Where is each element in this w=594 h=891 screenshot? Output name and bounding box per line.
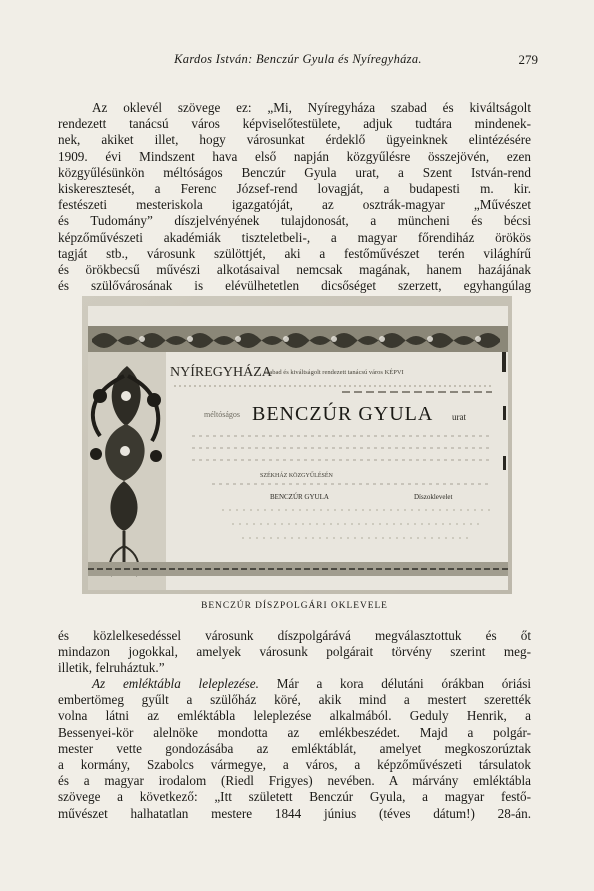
paragraph-diploma-text xyxy=(58,100,531,294)
text-line: és örökbecsű művészi alkotásaival nemcsak magának, hanem hazájának xyxy=(58,261,531,277)
text-fragment: Már a kora délutáni órákban óriási xyxy=(276,676,531,691)
diploma-line-recipient: BENCZÚR GYULA xyxy=(270,493,329,501)
section-heading: Az emléktábla leleplezése. xyxy=(92,676,259,691)
running-title: Kardos István: Benczúr Gyula és Nyíregyháza. xyxy=(174,52,422,66)
text-line: művészet halhatatlan mestere 1844 június (téves dátum!) 28-án. xyxy=(58,805,531,821)
diploma-line-urat: urat xyxy=(452,412,466,422)
text-line: festészeti mesteriskola igazgatóját, az osztrák-magyar „Művészet xyxy=(58,197,531,213)
diploma-line-assembly: SZÉKHÁZ KÖZGYŰLÉSÉN xyxy=(260,473,333,479)
text-line: tagját stb., városunk szülöttjét, aki a festőművészet terén világhírű xyxy=(58,245,531,261)
text-line: 1909. évi Mindszent hava első napján közgyűlésre összejövén, ezen xyxy=(58,148,531,164)
diploma-line-name: BENCZÚR GYULA xyxy=(252,403,434,425)
text-line: embertömeg gyűlt a szülőház köré, akik mind a mestert szerették xyxy=(58,692,531,708)
text-line xyxy=(58,676,531,692)
text-line: nek, akiket illet, hogy városunkat érdeklő ügyeinknek elintézésére xyxy=(58,132,531,148)
text-line: és közlelkesedéssel városunk díszpolgárává megválasztottuk és őt xyxy=(58,628,531,643)
text-line: és a magyar irodalom (Riedl Frigyes) nevében. A márvány emléktábla xyxy=(58,773,531,789)
figure-caption: BENCZÚR DÍSZPOLGÁRI OKLEVELE xyxy=(201,601,388,611)
text-line: mindazon jogokkal, amelyek városunk polgárait törvény szerint meg- xyxy=(58,644,531,660)
paragraph-diploma-end xyxy=(58,628,531,677)
text-line: és Tudomány” díszjelvényének tulajdonosát, a müncheni és bécsi xyxy=(58,213,531,229)
text-line: szövege a következő: „Itt született Benczúr Gyula, a magyar festő- xyxy=(58,789,531,805)
text-line: kiskeresztesét, a Ferenc József-rend lovagját, a budapesti m. kir. xyxy=(58,180,531,196)
text-line: rendezett tanácsú város képviselőtestülete, adjuk tudtára mindenek- xyxy=(58,116,531,132)
text-line: és szülővárosának is elévülhetetlen dicsőséget szerzett, egyhangúlag xyxy=(58,278,531,294)
diploma-line-honorific: méltóságos xyxy=(204,410,240,419)
text-line: képzőművészeti akadémiák tiszteletbeli-, a magyar főrendiház örökös xyxy=(58,229,531,245)
text-line: mester vette gondozásába az emléktáblát, amelyet megkoszorúztak xyxy=(58,740,531,756)
running-header xyxy=(58,52,538,70)
diploma-line-diszoklevelet: Díszoklevelet xyxy=(414,493,453,501)
text-line: közgyűlésünkön méltóságos Benczúr Gyula urat, a Szent István-rend xyxy=(58,164,531,180)
diploma-line-town-rest: szabad és kiváltságolt rendezett tanácsú város KÉPVI xyxy=(264,369,404,376)
diploma-photograph xyxy=(82,296,512,594)
page-number: 279 xyxy=(518,52,538,67)
text-line: Az oklevél szövege ez: „Mi, Nyíregyháza szabad és kiváltságolt xyxy=(92,100,531,115)
text-line: volna látni az emléktábla leleplezése alkalmából. Geduly Henrik, a xyxy=(58,708,531,724)
text-line: Bessenyei-kör alelnöke mondotta az emlékbeszédet. Majd a polgár- xyxy=(58,724,531,740)
paragraph-memorial-plaque xyxy=(58,676,531,822)
floral-ornament-left xyxy=(88,352,166,590)
text-line: a kormány, Szabolcs vármegye, a város, a képzőművészeti társulatok xyxy=(58,756,531,772)
text-line: illetik, felruháztuk.” xyxy=(58,660,165,676)
diploma-illustration xyxy=(82,296,512,594)
diploma-line-town: NYÍREGYHÁZA xyxy=(170,365,272,380)
